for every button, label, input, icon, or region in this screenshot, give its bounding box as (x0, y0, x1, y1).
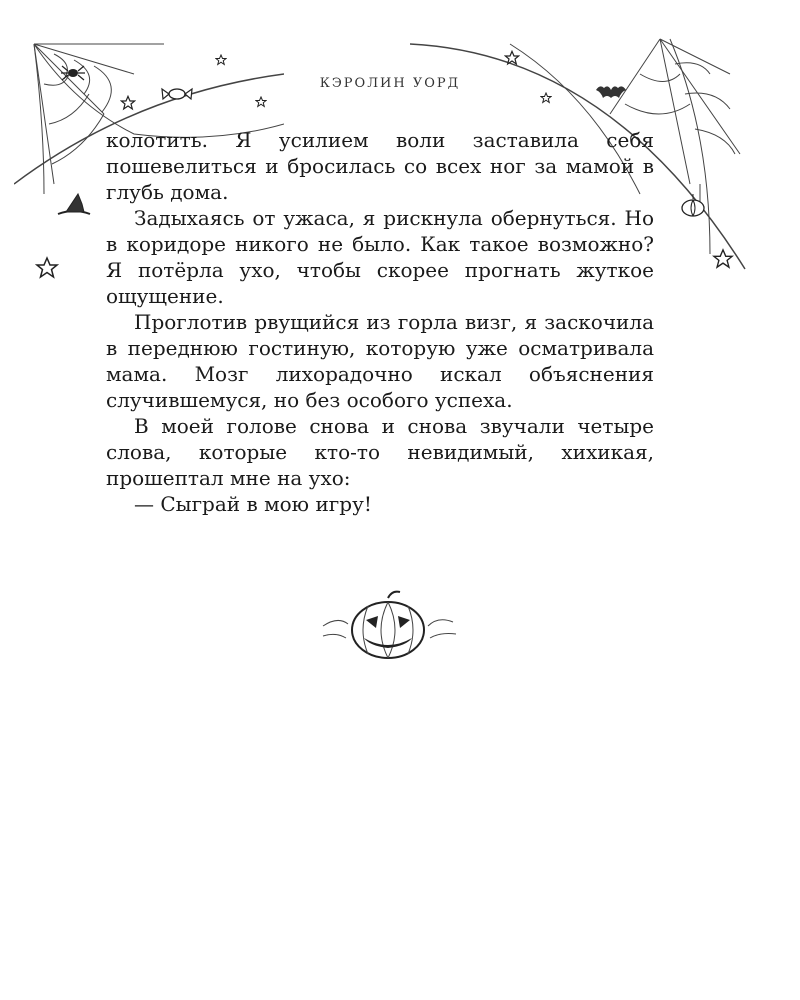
hanging-pumpkin-icon (680, 194, 706, 218)
paragraph: В моей голове снова и снова звучали четыре слова, которые кто-то невидимый, хихикая, прошептал мне на ухо: (106, 414, 654, 490)
paragraph: Задыхаясь от ужаса, я рискнула обернуться. Но в коридоре никого не было. Как такое возможно? Я потёрла ухо, чтобы скорее прогнать жуткое ощущение. (106, 206, 654, 308)
star-icon (540, 92, 552, 104)
body-text (106, 127, 654, 517)
running-head-author: КЭРОЛИН УОРД (319, 76, 461, 91)
jack-o-lantern-icon (318, 586, 458, 666)
star-icon (712, 248, 734, 270)
star-icon (215, 54, 227, 66)
dialogue-line: — Сыграй в мою игру! (134, 492, 372, 516)
bat-icon (594, 82, 628, 104)
star-icon (504, 50, 520, 66)
star-icon (35, 256, 59, 280)
paragraph: колотить. Я усилием воли заставила себя пошевелиться и бросилась со всех ног за мамой в глубь дома. (106, 128, 654, 204)
star-icon (255, 96, 267, 108)
witch-hat-icon (54, 190, 94, 220)
spider-icon (60, 62, 86, 82)
paragraph: Проглотив рвущийся из горла визг, я заскочила в переднюю гостиную, которую уже осматривала мама. Мозг лихорадочно искал объяснения случившемуся, но без особого успеха. (106, 310, 654, 412)
star-icon (120, 95, 136, 111)
candy-icon (160, 84, 194, 104)
